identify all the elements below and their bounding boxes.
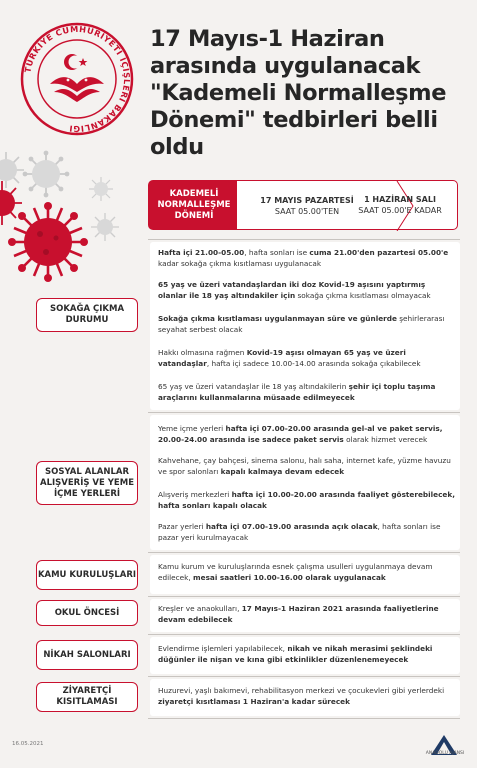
logo-text: ANADOLU AJANSI xyxy=(425,751,465,756)
start-time: SAAT 05.00'TEN xyxy=(274,207,340,216)
end-time: SAAT 05.00'E KADAR xyxy=(358,206,442,215)
paragraph: Pazar yerleri hafta içi 07.00-19.00 arasında açık olacak, hafta sonları ise pazar yeri kurulmayacak xyxy=(158,522,441,542)
virus-icon xyxy=(8,202,88,282)
paragraph: Kamu kurum ve kuruluşlarında esnek çalışma usulleri uygulanmaya devam edilecek, mesai saatleri 10.00-16.00 olarak uygulanacak xyxy=(158,562,433,582)
paragraph: Alışveriş merkezleri hafta içi 10.00-20.00 arasında faaliyet gösterebilecek, hafta sonları kapalı olacak xyxy=(158,490,455,510)
paragraph: 65 yaş ve üzeri vatandaşlardan iki doz Kovid-19 aşısını yaptırmış olanlar ile 18 yaş altındakiler için sokağa çıkma kısıtlaması olmayacak xyxy=(158,280,431,300)
start-day: 17 MAYIS PAZARTESİ xyxy=(260,196,354,205)
paragraph: Yeme içme yerleri hafta içi 07.00-20.00 arasında gel-al ve paket servis, 20.00-24.00 arasında ise sadece paket servis olarak hizmet verecek xyxy=(158,424,443,444)
divider xyxy=(148,239,460,240)
category-okul-oncesi: OKUL ÖNCESİ xyxy=(36,600,138,626)
paragraph: Kreşler ve anaokulları, 17 Mayıs-1 Haziran 2021 arasında faaliyetlerine devam edebilecek xyxy=(158,604,439,624)
virus-icon xyxy=(22,150,70,198)
divider xyxy=(148,634,460,635)
category-sosyal-alanlar: SOSYAL ALANLAR ALIŞVERİŞ VE YEME İÇME YERLERİ xyxy=(36,461,138,505)
paragraph: Hakkı olmasına rağmen Kovid-19 aşısı olmayan 65 yaş ve üzeri vatandaşlar, hafta içi sadece 10.00-14.00 arasında sokağa çıkabilecek xyxy=(158,348,421,368)
category-sokaga-cikma: SOKAĞA ÇIKMA DURUMU xyxy=(36,298,138,332)
virus-icon xyxy=(90,212,120,242)
divider xyxy=(148,552,460,553)
paragraph: 65 yaş ve üzeri vatandaşlar ile 18 yaş altındakilerin şehir içi toplu taşıma araçlarını kullanmalarına müsaade edilmeyecek xyxy=(158,382,436,402)
divider xyxy=(148,676,460,677)
paragraph: Sokağa çıkma kısıtlaması uygulanmayan süre ve günlerde şehirlerarası seyahat serbest olacak xyxy=(158,314,445,334)
category-kamu: KAMU KURULUŞLARI xyxy=(36,560,138,590)
ministry-seal xyxy=(20,22,134,136)
paragraph: Huzurevi, yaşlı bakımevi, rehabilitasyon merkezi ve çocukevleri gibi yerlerdeki ziyaretçi kısıtlaması 1 Haziran'a kadar sürecek xyxy=(158,686,445,706)
date-ribbon xyxy=(148,180,458,230)
end-day: 1 HAZİRAN SALI xyxy=(364,195,436,204)
paragraph: Evlendirme işlemleri yapılabilecek, nikah ve nikah merasimi şeklindeki düğünler ile nişan ve kına gibi etkinlikler düzenlenemeyecek xyxy=(158,644,433,664)
divider xyxy=(148,412,460,413)
category-ziyaretci: ZİYARETÇİ KISITLAMASI xyxy=(36,682,138,712)
page-title: 17 Mayıs-1 Haziran arasında uygulanacak "Kademeli Normalleşme Dönemi" tedbirleri belli oldu xyxy=(150,26,447,160)
footer-date: 16.05.2021 xyxy=(12,741,44,747)
paragraph: Kahvehane, çay bahçesi, sinema salonu, halı saha, internet kafe, yüzme havuzu ve spor salonları kapalı kalmaya devam edecek xyxy=(158,456,451,476)
virus-icon xyxy=(88,176,114,202)
paragraph: Hafta içi 21.00-05.00, hafta sonları ise cuma 21.00'den pazartesi 05.00'e kadar sokağa çıkma kısıtlaması uygulanacak xyxy=(158,248,449,268)
category-nikah: NİKAH SALONLARI xyxy=(36,640,138,670)
divider xyxy=(148,718,460,719)
divider xyxy=(148,596,460,597)
seal-text: TÜRKİYE CUMHURİYETİ İÇİŞLERİ BAKANLIĞI xyxy=(22,23,133,135)
ribbon-label: KADEMELİ NORMALLEŞME DÖNEMİ xyxy=(148,180,240,230)
